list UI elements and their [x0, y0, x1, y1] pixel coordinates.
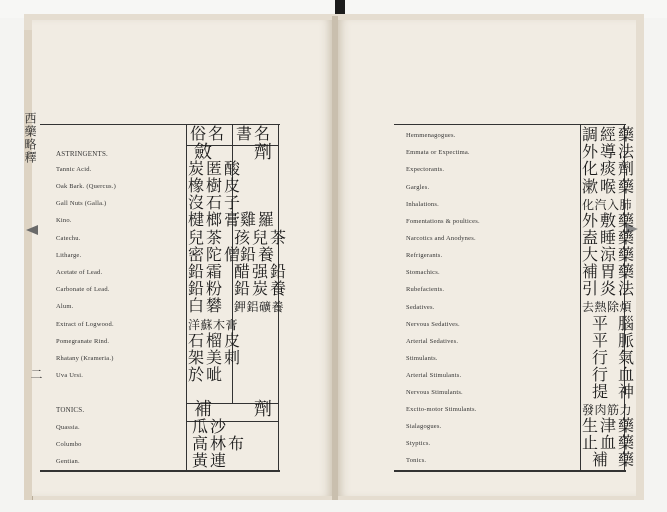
- row-ja: 盍睡藥: [582, 230, 637, 247]
- row-en: Styptics.: [406, 440, 431, 447]
- row-ja: 補胃藥: [582, 264, 637, 281]
- row-en: Quassia.: [56, 424, 80, 431]
- row-en: Litharge.: [56, 252, 82, 259]
- row-en: Sialagogues.: [406, 423, 442, 430]
- row-ja2: 鉀鋁礦養: [234, 300, 285, 314]
- row-ja: 楗榔膏: [188, 212, 243, 229]
- row-ja: 外導法: [582, 144, 637, 161]
- row-en: Kino.: [56, 217, 72, 224]
- row-ja: 石榴皮: [188, 333, 243, 350]
- row-en: Oak Bark. (Quercus.): [56, 183, 116, 190]
- row-en: Gentian.: [56, 458, 80, 465]
- row-ja: 平脈: [592, 333, 645, 350]
- row-en: Pomegranate Rind.: [56, 338, 110, 345]
- section-title-ja-tonics: 補 劑: [194, 399, 274, 419]
- row-ja: 洋蘇木膏: [188, 318, 239, 332]
- header-book-name: 書名: [236, 126, 273, 143]
- row-en: Expectorants.: [406, 166, 445, 173]
- row-ja: 橡樹皮: [188, 178, 243, 195]
- row-en: Excito-motor Stimulants.: [406, 406, 477, 413]
- row-ja: 瓜沙: [192, 419, 229, 436]
- column-divider: [186, 125, 187, 470]
- row-ja: 沒石子: [188, 195, 243, 212]
- row-en: Catechu.: [56, 235, 81, 242]
- row-en: Refrigerants.: [406, 252, 443, 259]
- header-common-name: 俗名: [190, 126, 227, 143]
- row-ja: 發肉筋力: [582, 403, 633, 417]
- row-ja: 鉛霜: [188, 264, 225, 281]
- row-en: Fomentations & poultices.: [406, 218, 480, 225]
- row-ja: 鉛粉: [188, 281, 225, 298]
- row-en: Tonics.: [406, 457, 427, 464]
- row-en: Nervous Stimulants.: [406, 389, 463, 396]
- row-ja: 密陀僧: [188, 247, 243, 264]
- row-en: Stimulants.: [406, 355, 438, 362]
- row-ja: 調經藥: [582, 127, 637, 144]
- row-ja: 大涼藥: [582, 247, 637, 264]
- section-title-ja-astringents: 斂 劑: [194, 142, 274, 162]
- row-en: Stomachics.: [406, 269, 440, 276]
- row-ja2: 孩兒茶: [234, 230, 289, 247]
- row-en: Inhalations.: [406, 201, 439, 208]
- row-ja: 架美刺: [188, 350, 243, 367]
- row-en: Rubefacients.: [406, 286, 445, 293]
- row-en: Gall Nuts (Galla.): [56, 200, 107, 207]
- row-en: Columbo: [56, 441, 82, 448]
- row-en: Arterial Sedatives.: [406, 338, 459, 345]
- row-ja: 平腦: [592, 316, 645, 333]
- row-ja: 止血藥: [582, 435, 637, 452]
- row-en: Alum.: [56, 303, 74, 310]
- row-en: Narcotics and Anodynes.: [406, 235, 476, 242]
- row-ja: 兒茶: [188, 230, 225, 247]
- row-ja: 漱喉藥: [582, 179, 637, 196]
- spine-volume: 二: [29, 368, 43, 380]
- row-en: Gargles.: [406, 184, 430, 191]
- column-divider: [580, 125, 581, 470]
- row-ja: 白礬: [188, 298, 225, 315]
- row-en: Nervous Sedatives.: [406, 321, 460, 328]
- row-ja: 於呲: [188, 367, 225, 384]
- row-ja2: 鉛養: [240, 247, 277, 264]
- row-ja2: 雞羅: [240, 212, 277, 229]
- left-drug-table: [40, 124, 280, 472]
- row-ja: 生津藥: [582, 418, 637, 435]
- row-en: Extract of Logwood.: [56, 321, 114, 328]
- row-ja: 補藥: [592, 452, 645, 469]
- row-ja: 提神: [592, 384, 645, 401]
- row-en: Hemmenagogues.: [406, 132, 456, 139]
- spine-title: 西藥略釋: [23, 112, 37, 164]
- row-en: Emmata or Expectima.: [406, 149, 470, 156]
- row-en: Rhatany (Krameria.): [56, 355, 114, 362]
- row-ja2: 醋强鉛: [234, 264, 289, 281]
- section-title-tonics: TONICS.: [56, 406, 85, 414]
- row-en: Sedatives.: [406, 304, 435, 311]
- row-en: Carbonate of Lead.: [56, 286, 110, 293]
- row-ja: 行氣: [592, 350, 645, 367]
- row-ja: 高林布: [192, 436, 247, 453]
- section-title-astringents: ASTRINGENTS.: [56, 150, 108, 158]
- row-ja: 去熱除煩: [582, 300, 633, 314]
- row-ja: 化汽入肺: [582, 198, 633, 212]
- row-ja2: 鉛炭養: [234, 281, 289, 298]
- row-en: Arterial Stimulants.: [406, 372, 462, 379]
- row-ja: 引炎法: [582, 281, 637, 298]
- row-en: Uva Ursi.: [56, 372, 84, 379]
- row-ja: 炭匿酸: [188, 161, 243, 178]
- row-ja: 外敷藥: [582, 213, 637, 230]
- row-en: Acetate of Lead.: [56, 269, 103, 276]
- row-ja: 行血: [592, 367, 645, 384]
- row-ja: 化痰劑: [582, 161, 637, 178]
- row-ja: 黃連: [192, 453, 229, 470]
- row-en: Tannic Acid.: [56, 166, 92, 173]
